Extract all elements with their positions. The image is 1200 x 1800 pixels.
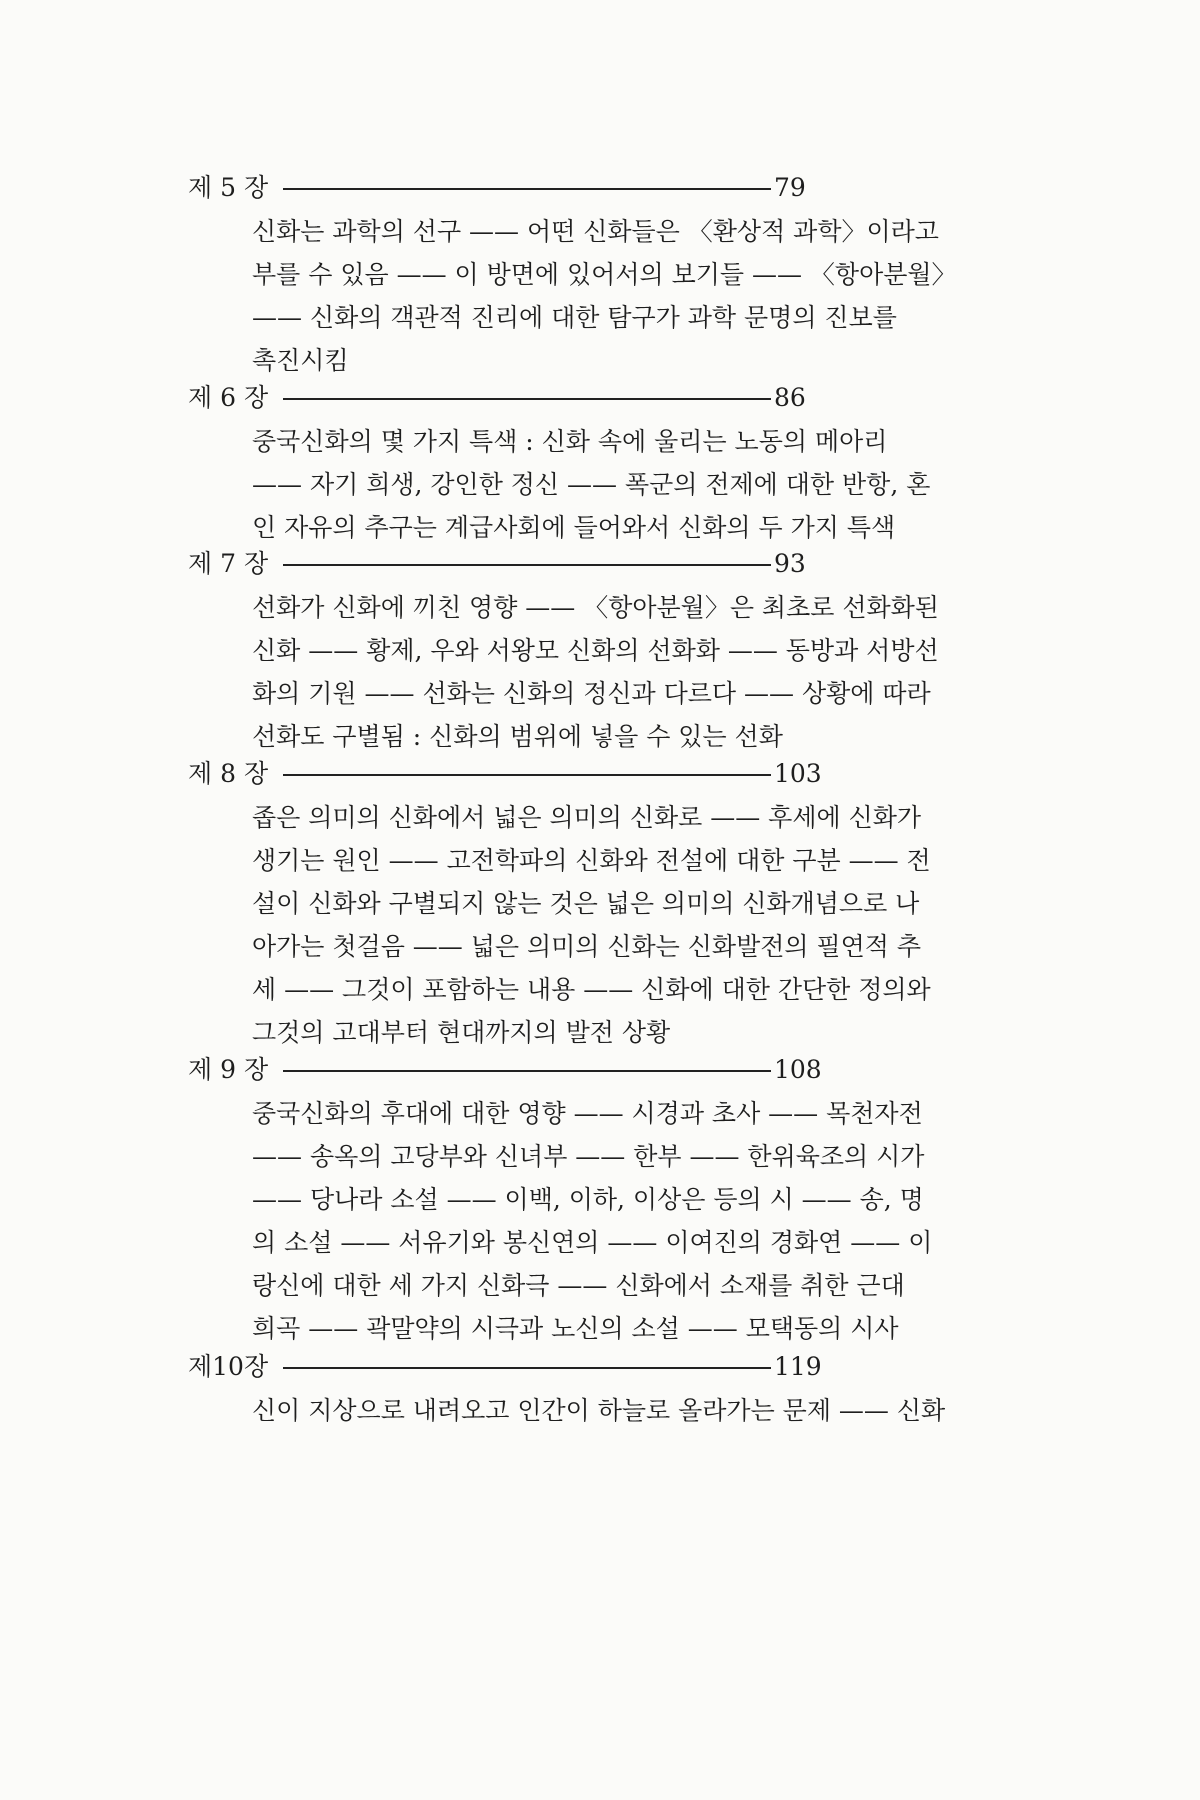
page-number: 86 <box>774 383 806 412</box>
chapter-entry-5 <box>188 166 1008 382</box>
chapter-label: 제 6 장 <box>188 383 269 412</box>
dot-leader-rule <box>283 1367 771 1369</box>
page-number: 103 <box>774 759 822 788</box>
chapter-label: 제 7 장 <box>188 549 269 578</box>
chapter-label: 제 5 장 <box>188 173 269 202</box>
dot-leader-rule <box>283 774 771 776</box>
page-number: 79 <box>774 173 806 202</box>
summary-line: 랑신에 대한 세 가지 신화극 —— 신화에서 소재를 취한 근대 <box>252 1271 905 1300</box>
summary-line: 아가는 첫걸음 —— 넓은 의미의 신화는 신화발전의 필연적 추 <box>252 932 922 961</box>
summary-line: 희곡 —— 곽말약의 시극과 노신의 소설 —— 모택동의 시사 <box>252 1314 899 1343</box>
dot-leader-rule <box>283 398 771 400</box>
summary-line: 신화는 과학의 선구 —— 어떤 신화들은 〈환상적 과학〉이라고 <box>252 217 939 246</box>
summary-line: 신이 지상으로 내려오고 인간이 하늘로 올라가는 문제 —— 신화 <box>252 1396 946 1425</box>
page-number: 108 <box>774 1055 822 1084</box>
chapter-heading <box>188 376 1008 420</box>
summary-line: —— 송옥의 고당부와 신녀부 —— 한부 —— 한위육조의 시가 <box>252 1142 925 1171</box>
summary-line: 의 소설 —— 서유기와 봉신연의 —— 이여진의 경화연 —— 이 <box>252 1228 933 1257</box>
summary-line: 그것의 고대부터 현대까지의 발전 상황 <box>252 1018 671 1047</box>
chapter-entry-8 <box>188 752 1008 1054</box>
chapter-label: 제 8 장 <box>188 759 269 788</box>
page-number: 93 <box>774 549 806 578</box>
chapter-entry-10 <box>188 1345 1008 1432</box>
dot-leader-rule <box>283 188 771 190</box>
summary-line: 선화도 구별됨 : 신화의 범위에 넣을 수 있는 선화 <box>252 722 783 751</box>
summary-line: 부를 수 있음 —— 이 방면에 있어서의 보기들 —— 〈항아분월〉 <box>252 260 957 289</box>
summary-line: 설이 신화와 구별되지 않는 것은 넓은 의미의 신화개념으로 나 <box>252 889 920 918</box>
summary-line: 중국신화의 몇 가지 특색 : 신화 속에 울리는 노동의 메아리 <box>252 427 888 456</box>
summary-line: 좁은 의미의 신화에서 넓은 의미의 신화로 —— 후세에 신화가 <box>252 803 922 832</box>
chapter-entry-9 <box>188 1048 1008 1350</box>
chapter-entry-6 <box>188 376 1008 549</box>
summary-line: 촉진시킴 <box>252 346 349 375</box>
chapter-summary <box>188 586 1008 758</box>
dot-leader-rule <box>283 1070 771 1072</box>
summary-line: —— 당나라 소설 —— 이백, 이하, 이상은 등의 시 —— 송, 명 <box>252 1185 924 1214</box>
chapter-heading <box>188 542 1008 586</box>
summary-line: —— 신화의 객관적 진리에 대한 탐구가 과학 문명의 진보를 <box>252 303 897 332</box>
page-number: 119 <box>774 1352 822 1381</box>
chapter-summary <box>188 1092 1008 1350</box>
summary-line: 인 자유의 추구는 계급사회에 들어와서 신화의 두 가지 특색 <box>252 513 896 542</box>
chapter-heading <box>188 752 1008 796</box>
chapter-entry-7 <box>188 542 1008 758</box>
chapter-label: 제10장 <box>188 1352 269 1381</box>
chapter-heading <box>188 166 1008 210</box>
chapter-label: 제 9 장 <box>188 1055 269 1084</box>
summary-line: 선화가 신화에 끼친 영향 —— 〈항아분월〉은 최초로 선화화된 <box>252 593 939 622</box>
summary-line: —— 자기 희생, 강인한 정신 —— 폭군의 전제에 대한 반항, 혼 <box>252 470 931 499</box>
dot-leader-rule <box>283 564 771 566</box>
chapter-heading <box>188 1345 1008 1389</box>
chapter-heading <box>188 1048 1008 1092</box>
summary-line: 신화 —— 황제, 우와 서왕모 신화의 선화화 —— 동방과 서방선 <box>252 636 939 665</box>
summary-line: 화의 기원 —— 선화는 신화의 정신과 다르다 —— 상황에 따라 <box>252 679 931 708</box>
chapter-summary <box>188 1389 1008 1432</box>
chapter-summary <box>188 210 1008 382</box>
chapter-summary <box>188 420 1008 549</box>
summary-line: 생기는 원인 —— 고전학파의 신화와 전설에 대한 구분 —— 전 <box>252 846 931 875</box>
summary-line: 중국신화의 후대에 대한 영향 —— 시경과 초사 —— 목천자전 <box>252 1099 923 1128</box>
chapter-summary <box>188 796 1008 1054</box>
summary-line: 세 —— 그것이 포함하는 내용 —— 신화에 대한 간단한 정의와 <box>252 975 931 1004</box>
